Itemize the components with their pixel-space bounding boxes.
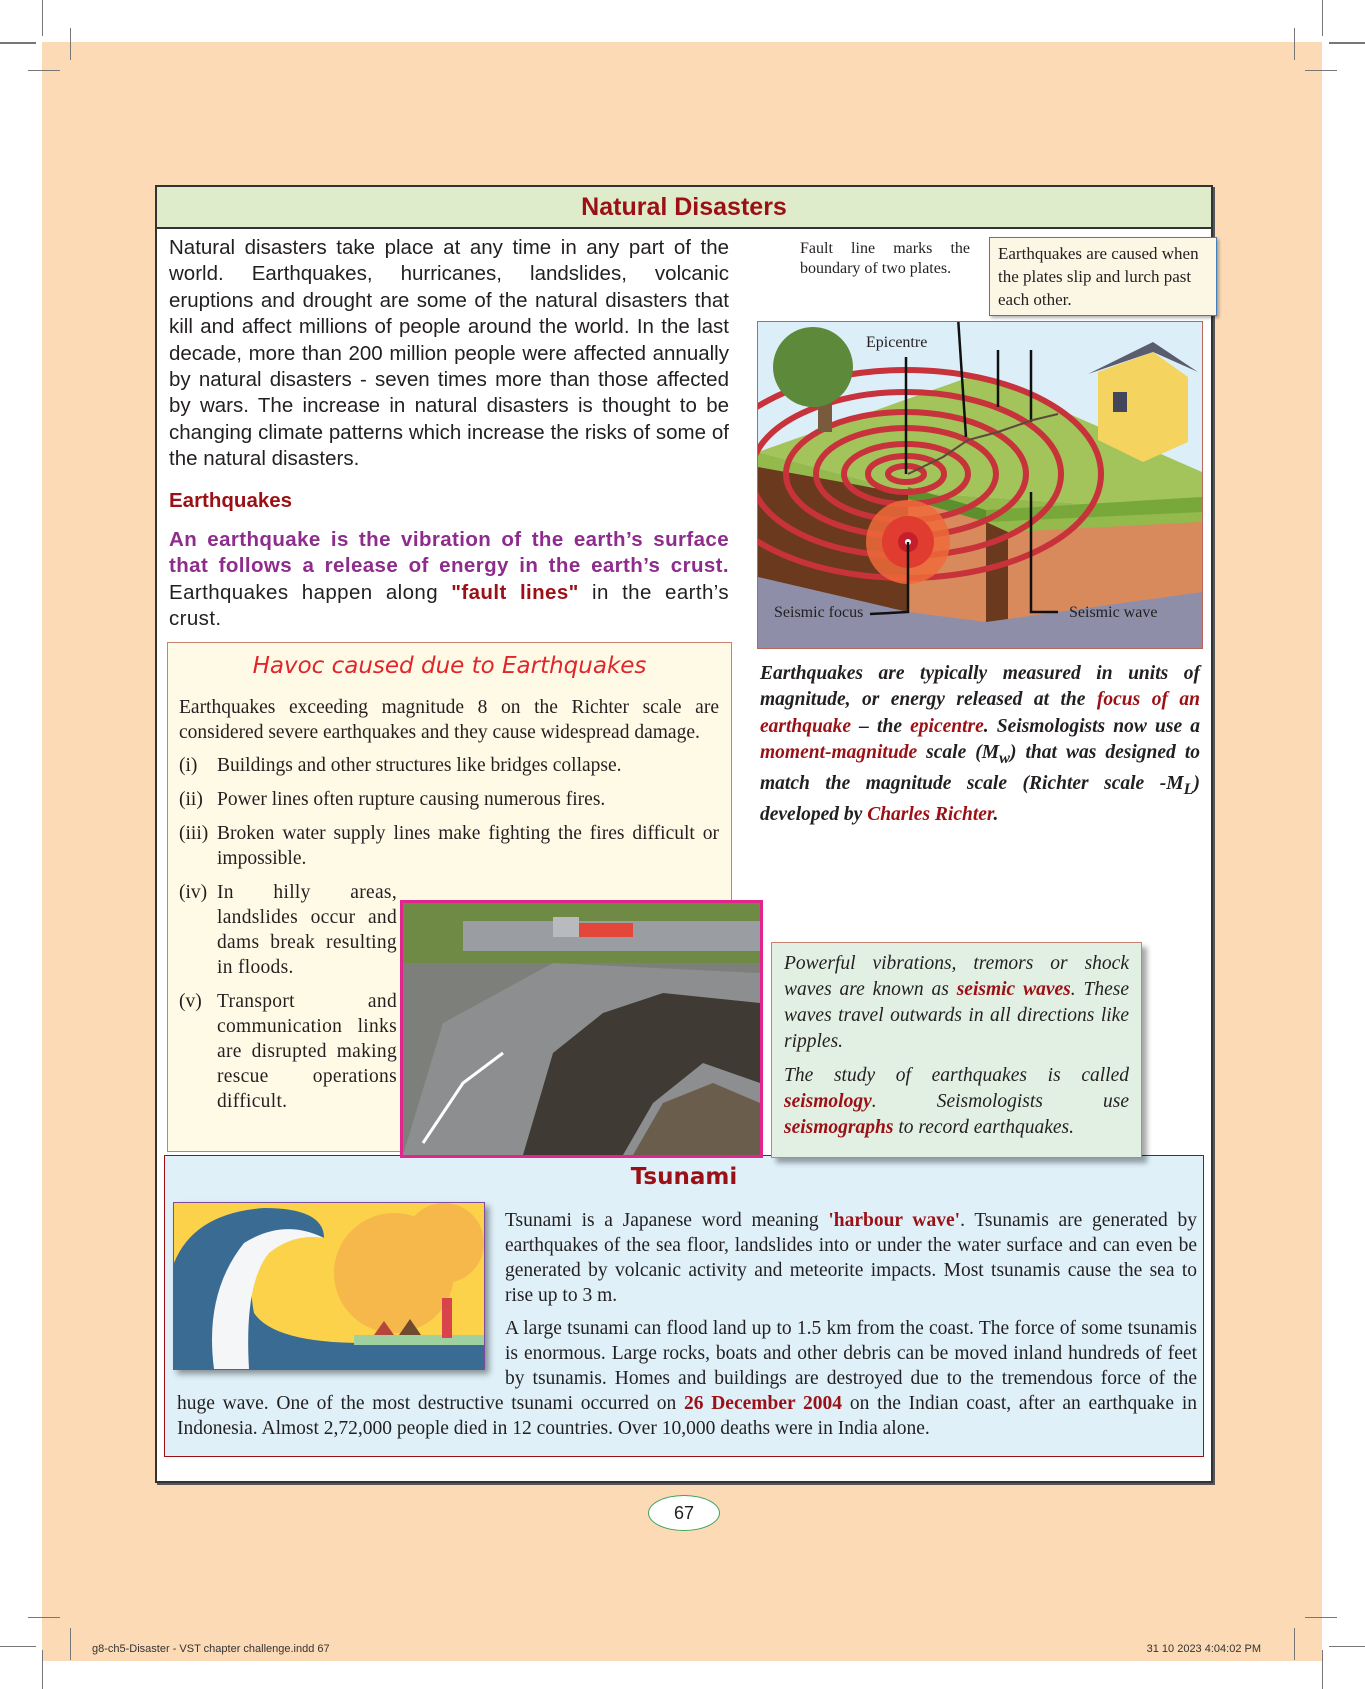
text: . Tsunamis are generated by earthquakes of the sea floor, landslides into or under the water surface and can even be generated by volcanic activity and meteorite impacts. Most tsunamis cause the sea to rise up to 3 m. — [505, 1210, 1197, 1306]
havoc-title: Havoc caused due to Earthquakes — [252, 653, 647, 679]
subscript-w: w — [999, 748, 1010, 767]
house-window — [1113, 392, 1127, 412]
road-illustration — [403, 903, 760, 1155]
crop-mark — [42, 0, 43, 36]
file-slug: g8-ch5-Disaster - VST chapter challenge.indd 67 — [92, 1643, 330, 1655]
crop-mark — [1322, 1650, 1323, 1689]
magnitude-paragraph — [760, 661, 1200, 829]
crop-mark — [0, 42, 36, 44]
text: scale (M — [917, 741, 1000, 763]
plates-callout: Earthquakes are caused when the plates slip and lurch past each other. — [989, 237, 1217, 316]
seismic-waves-paragraph — [784, 951, 1129, 1055]
item-text: Buildings and other structures like bridges collapse. — [217, 755, 622, 776]
item-text: Broken water supply lines make fighting the fires difficult or impossible. — [217, 823, 719, 869]
earthquakes-heading: Earthquakes — [169, 489, 293, 512]
seismology-paragraph — [784, 1063, 1129, 1141]
seismic-waves-box — [771, 942, 1142, 1158]
seismographs-term: seismographs — [784, 1117, 894, 1138]
text: ) that was designed to match the magnitude scale (Richter scale -M — [760, 741, 1200, 795]
image-spacer — [177, 1208, 505, 1380]
intro-paragraph: Natural disasters take place at any time in any part of the world. Earthquakes, hurricanes, landslides, volcanic eruptions and drought are some of the natural disasters that kill and affect millions of people around the world. In the last decade, more than 200 million people were affected annually by natural disasters - seven times more than those affected by wars. The increase in natural disasters is thought to be changing climate patterns which increase the risks of some of the natural disasters. — [169, 236, 729, 471]
crop-mark — [1294, 1628, 1295, 1660]
definition-sentence-before: Earthquakes happen along — [169, 580, 452, 604]
item-number: (v) — [179, 991, 202, 1012]
crop-mark — [1322, 0, 1323, 36]
earthquake-illustration — [758, 322, 1202, 648]
item-text: Power lines often rupture causing numerous fires. — [217, 789, 606, 810]
house-wall — [1098, 352, 1188, 462]
tsunami-text — [177, 1208, 1197, 1449]
earthquake-diagram — [757, 321, 1203, 649]
havoc-item — [179, 821, 719, 871]
text: . Seismologists now use a — [983, 715, 1201, 737]
havoc-intro: Earthquakes exceeding magnitude 8 on the Richter scale are considered severe earthquakes and they cause widespread damage. — [179, 697, 719, 743]
text: Powerful vibrations, tremors or shock waves are known as — [784, 953, 1129, 1000]
epicentre-term: epicentre — [910, 715, 984, 737]
seismic-wave-label: Seismic wave — [1069, 604, 1158, 621]
item-number: (ii) — [179, 789, 203, 810]
crop-mark — [1294, 28, 1295, 60]
crop-mark — [70, 28, 71, 60]
item-text: Transport and communication links are disrupted making rescue operations difficult. — [217, 991, 397, 1112]
crop-mark — [28, 70, 60, 71]
text: . — [993, 804, 999, 826]
text: The study of earthquakes is called — [784, 1065, 1129, 1086]
text: . Seismologists use — [871, 1091, 1129, 1112]
page-title: Natural Disasters — [581, 193, 787, 221]
havoc-item — [179, 787, 719, 812]
text: . These waves travel outwards in all directions like ripples. — [784, 979, 1129, 1052]
crop-mark — [1329, 42, 1365, 44]
crop-mark — [1305, 1617, 1337, 1618]
item-number: (iii) — [179, 823, 209, 844]
crop-mark — [28, 1617, 60, 1618]
havoc-item — [179, 753, 719, 778]
tsunami-box — [164, 1155, 1204, 1457]
richter-term: Charles Richter — [867, 804, 994, 826]
crop-mark — [1305, 70, 1337, 71]
harbour-wave-term: 'harbour wave' — [828, 1210, 961, 1231]
text: Earthquakes are typically measured in units of magnitude, or energy released at the — [760, 663, 1200, 711]
earthquake-definition — [169, 527, 729, 633]
text: A large tsunami can flood land up to 1.5 km from the coast. The force of some tsunamis is enormous. Large rocks, boats and other debris can be moved inland hundreds of feet by tsunamis. Homes and buildings are destroyed due to the tremendous force of the huge wave. One of the most destructive tsunami occurred on — [177, 1318, 1197, 1414]
crop-mark — [42, 1650, 43, 1689]
crop-mark — [0, 1646, 36, 1647]
item-number: (i) — [179, 755, 198, 776]
focus-term: focus of an earthquake — [760, 689, 1201, 737]
item-text: In hilly areas, landslides occur and dams break resulting in floods. — [217, 882, 397, 978]
tree-canopy — [773, 327, 853, 407]
barrier — [573, 923, 633, 937]
timestamp-slug: 31 10 2023 4:04:02 PM — [1146, 1643, 1261, 1655]
text: ) developed by — [760, 773, 1200, 826]
text: Tsunami is a Japanese word meaning — [505, 1210, 829, 1231]
definition-text: An earthquake is the vibration of the earth’s surface that follows a release of energy in the earth’s crust. — [169, 528, 729, 578]
crop-mark — [70, 1628, 71, 1660]
subscript-l: L — [1183, 779, 1194, 798]
fault-line-caption: Fault line marks the boundary of two plates. — [800, 240, 970, 277]
moment-magnitude-term: moment-magnitude — [760, 741, 918, 763]
fault-lines-term: "fault lines" — [451, 580, 579, 604]
text: to record earthquakes. — [893, 1117, 1074, 1138]
cracked-road-photo — [400, 900, 763, 1158]
tsunami-date: 26 December 2004 — [683, 1393, 843, 1414]
item-number: (iv) — [179, 882, 208, 903]
seismology-term: seismology — [784, 1091, 872, 1112]
seismic-waves-term: seismic waves — [956, 979, 1071, 1000]
seismic-focus-label: Seismic focus — [774, 604, 864, 621]
content-frame — [155, 185, 1213, 1483]
tsunami-title: Tsunami — [630, 1164, 738, 1190]
page-number: 67 — [648, 1495, 720, 1531]
title-bar — [157, 187, 1211, 229]
text: – the — [851, 715, 911, 737]
crop-mark — [1329, 1646, 1365, 1647]
car — [553, 917, 579, 937]
epicentre-label: Epicentre — [866, 334, 928, 351]
text: on the Indian coast, after an earthquake in Indonesia. Almost 2,72,000 people died in 12 countries. Over 10,000 deaths were in India alone. — [177, 1393, 1197, 1439]
definition-sentence-after: in the earth’s crust. — [169, 580, 729, 631]
